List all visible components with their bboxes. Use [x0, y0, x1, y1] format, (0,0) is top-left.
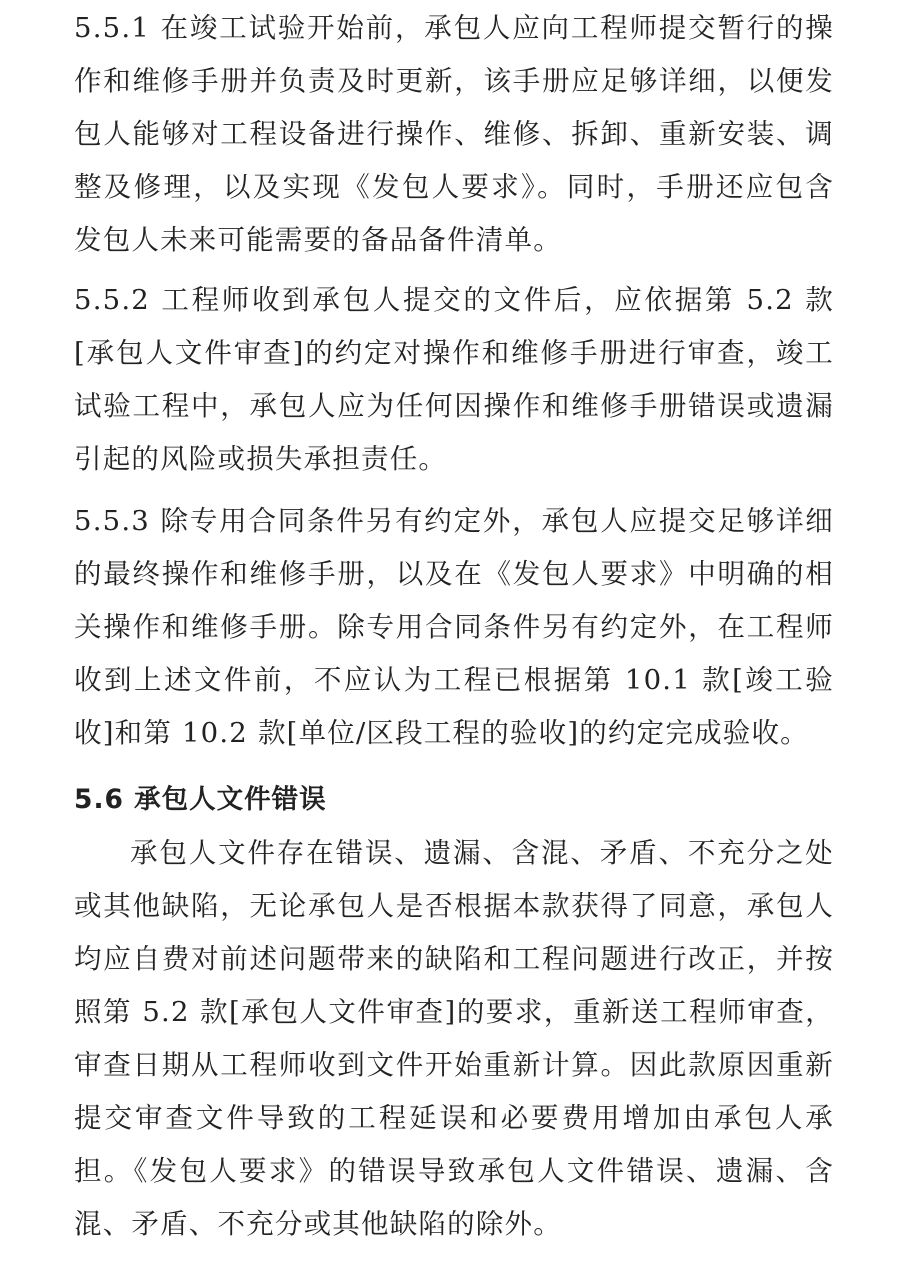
clause-5-5-2-paragraph: 5.5.2 工程师收到承包人提交的文件后，应依据第 5.2 款[承包人文件审查]的约定对操作和维修手册进行审查，竣工试验工程中，承包人应为任何因操作和维修手册错误或遗漏引起的风险或损失承担责任。 — [74, 284, 834, 475]
clause-5-5-1-paragraph: 5.5.1 在竣工试验开始前，承包人应向工程师提交暂行的操作和维修手册并负责及时更新，该手册应足够详细，以便发包人能够对工程设备进行操作、维修、拆卸、重新安装、调整及修理，以及实现《发包人要求》。同时，手册还应包含发包人未来可能需要的备品备件清单。 — [74, 12, 834, 256]
section-5-6-body-paragraph: 承包人文件存在错误、遗漏、含混、矛盾、不充分之处或其他缺陷，无论承包人是否根据本款获得了同意，承包人均应自费对前述问题带来的缺陷和工程问题进行改正，并按照第 5.2 款[承包人文件审查]的要求，重新送工程师审查，审查日期从工程师收到文件开始重新计算。因此款原因重新提交审查文件导致的工程延误和必要费用增加由承包人承担。《发包人要求》的错误导致承包人文件错误、遗漏、含混、矛盾、不充分或其他缺陷的除外。 — [74, 837, 834, 1240]
section-5-6-heading: 5.6 承包人文件错误 — [74, 784, 327, 815]
clause-5-5-3-paragraph: 5.5.3 除专用合同条件另有约定外，承包人应提交足够详细的最终操作和维修手册，以及在《发包人要求》中明确的相关操作和维修手册。除专用合同条件另有约定外，在工程师收到上述文件前，不应认为工程已根据第 10.1 款[竣工验收]和第 10.2 款[单位/区段工程的验收]的约定完成验收。 — [74, 505, 834, 749]
